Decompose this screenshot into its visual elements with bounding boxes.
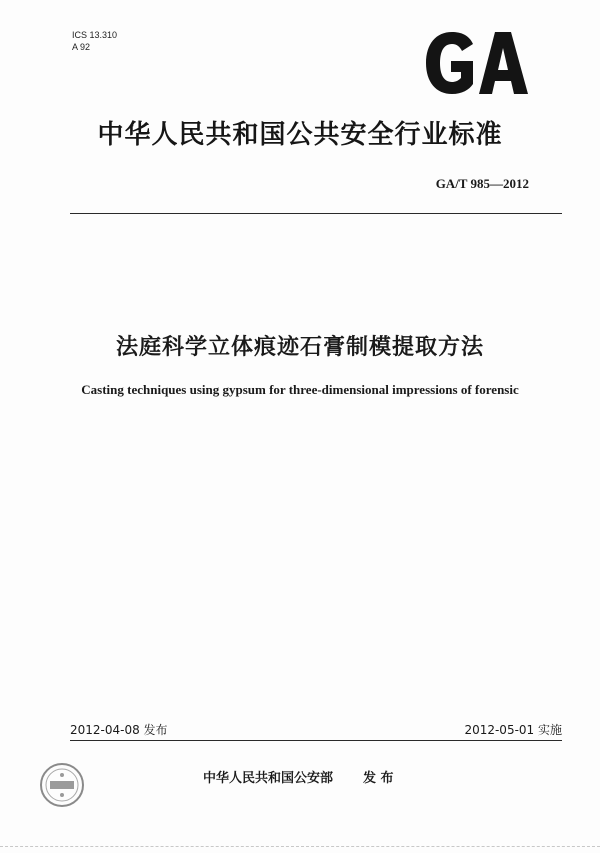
implementation-date: 2012-05-01 实施 [464,723,562,737]
document-title-english: Casting techniques using gypsum for three-dimensional impressions of forensic [81,382,519,397]
ics-code: ICS 13.310 [72,30,118,40]
bottom-divider [70,740,562,741]
publisher-stamp-seal [39,762,85,808]
document-title-chinese: 法庭科学立体痕迹石膏制模提取方法 [115,335,484,360]
publisher-name: 中华人民共和国公安部 [203,771,334,786]
scan-edge-line [0,846,600,847]
publish-action: 发 布 [363,771,394,786]
ga-logo [423,30,531,96]
publisher-line [203,767,394,786]
standard-number: GA/T 985—2012 [435,176,529,191]
top-divider [70,213,562,214]
classification-codes [72,29,117,53]
standard-category-title: 中华人民共和国公共安全行业标准 [97,120,503,150]
class-code: A 92 [72,42,91,52]
issue-date: 2012-04-08 发布 [70,723,168,737]
